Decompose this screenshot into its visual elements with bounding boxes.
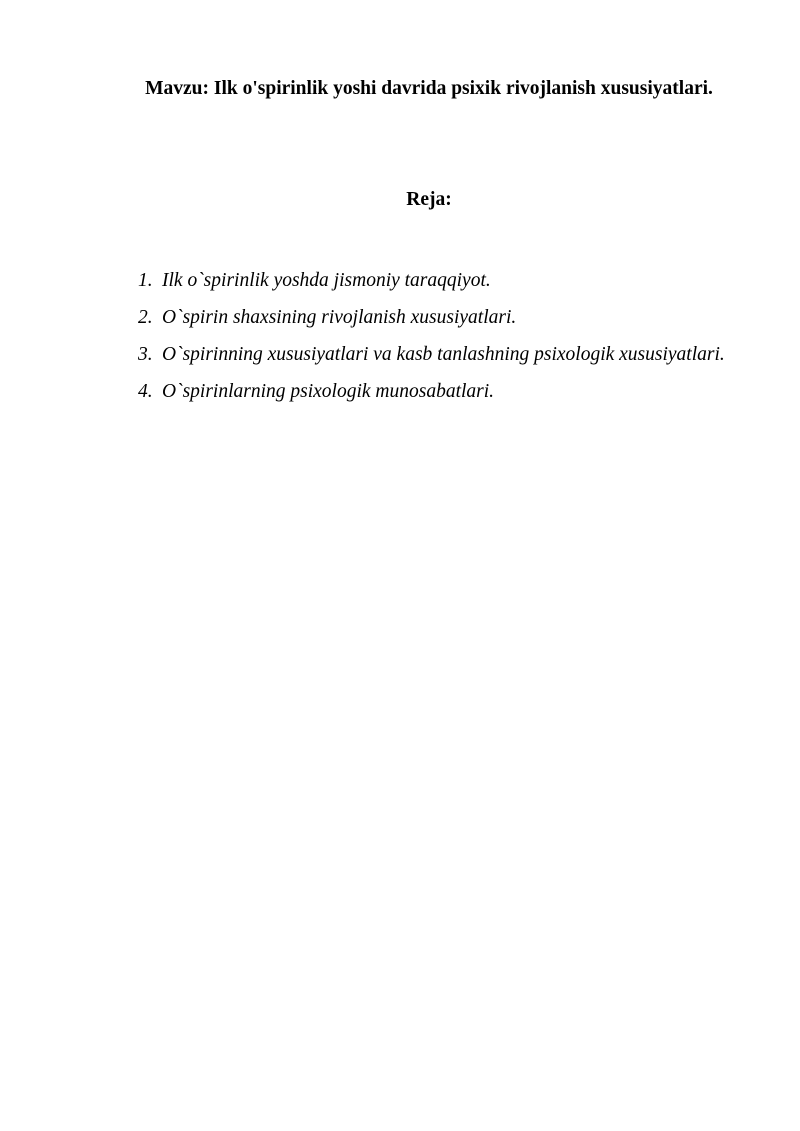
list-item xyxy=(138,262,744,299)
list-item xyxy=(138,373,744,410)
plan-heading: Reja: xyxy=(406,189,452,210)
list-item-text: Ilk o`spirinlik yoshda jismoniy taraqqiyot. xyxy=(162,270,491,291)
list-item-number: 4. xyxy=(138,381,153,402)
list-item-number: 1. xyxy=(138,270,153,291)
list-item-text: O`spirin shaxsining rivojlanish xususiyatlari. xyxy=(162,307,517,328)
plan-list xyxy=(138,262,744,410)
list-item-text: O`spirinning xususiyatlari va kasb tanlashning psixologik xususiyatlari. xyxy=(162,344,725,365)
list-item xyxy=(138,299,744,336)
list-item-number: 2. xyxy=(138,307,153,328)
list-item xyxy=(138,336,744,373)
document-title: Mavzu: Ilk o'spirinlik yoshi davrida psixik rivojlanish xususiyatlari. xyxy=(145,78,713,99)
list-item-number: 3. xyxy=(138,344,153,365)
list-item-text: O`spirinlarning psixologik munosabatlari. xyxy=(162,381,495,402)
